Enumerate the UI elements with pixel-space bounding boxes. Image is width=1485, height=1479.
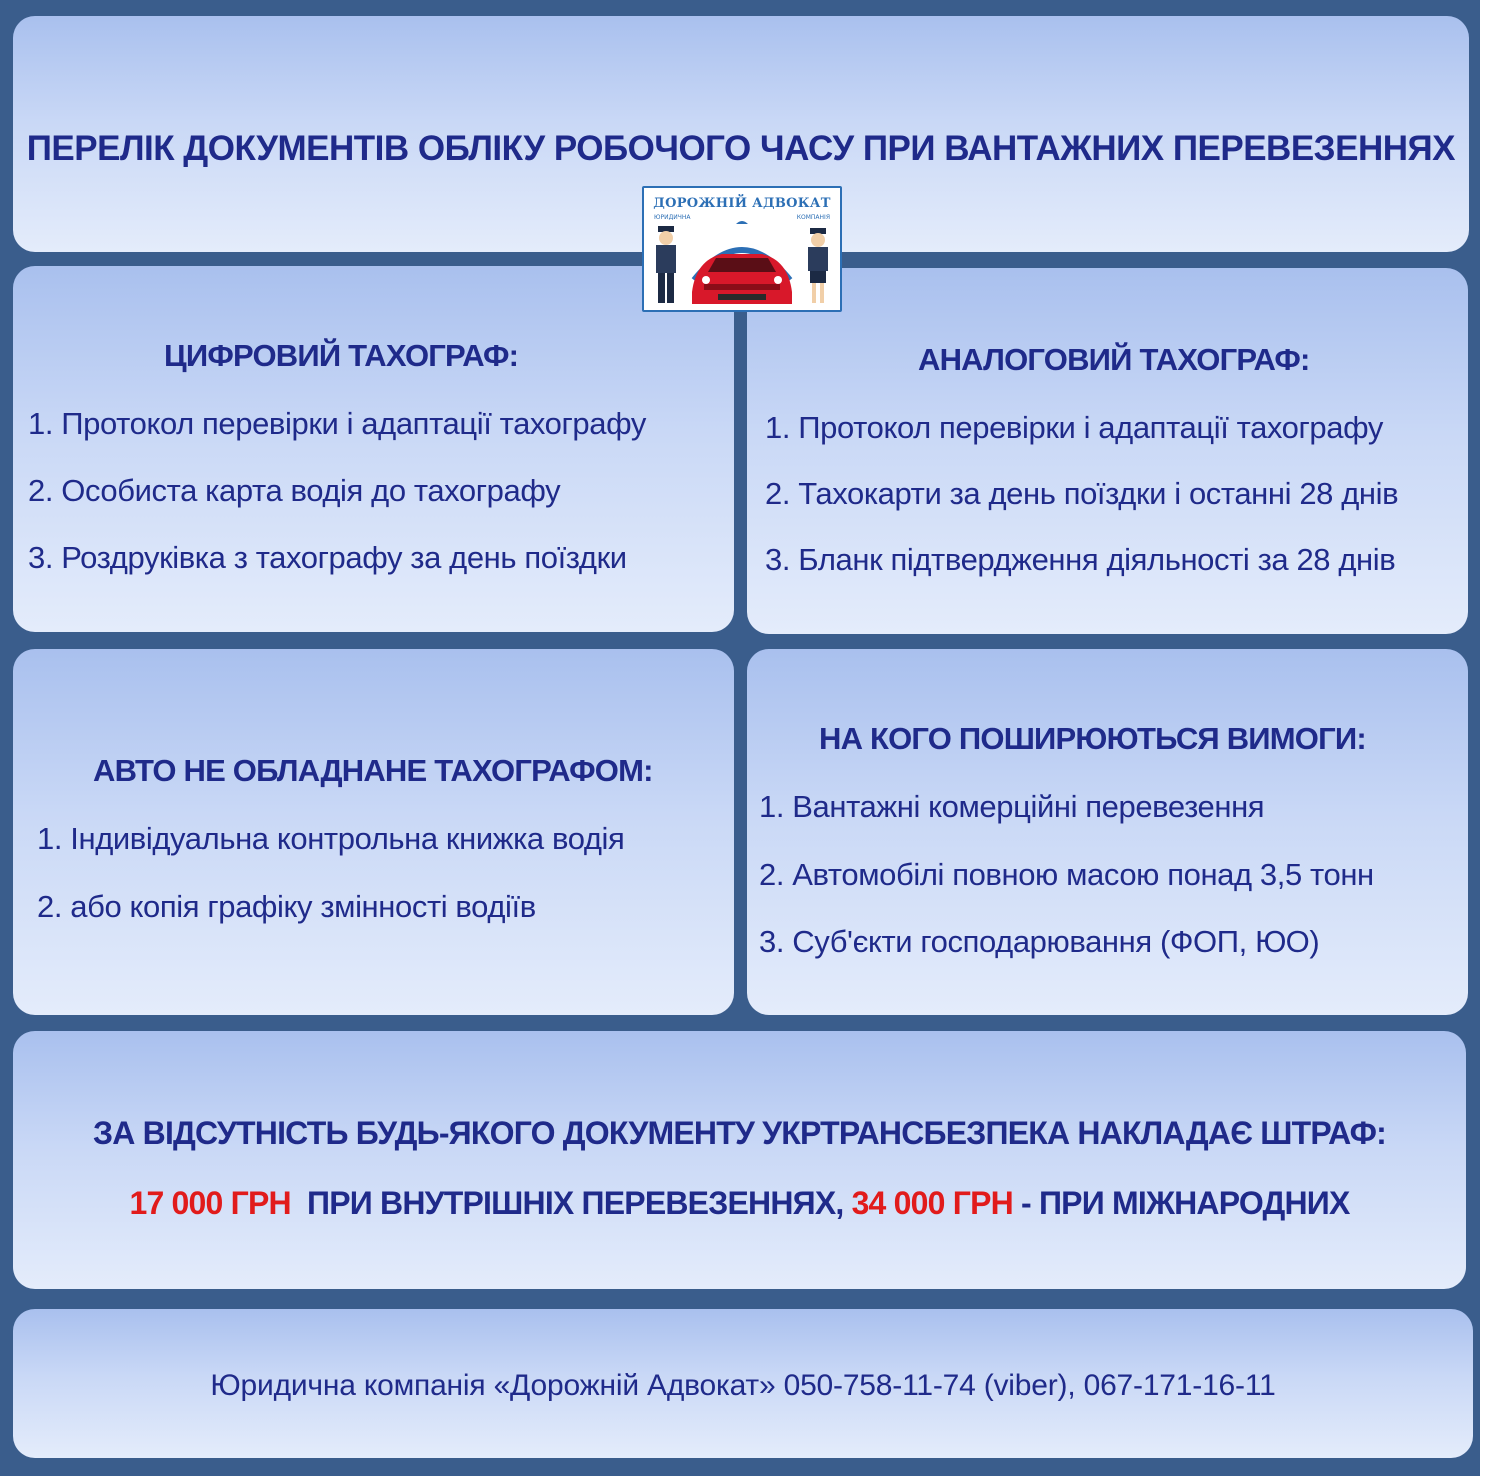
- page-title: ПЕРЕЛІК ДОКУМЕНТІВ ОБЛІКУ РОБОЧОГО ЧАСУ ПРИ ВАНТАЖНИХ ПЕРЕВЕЗЕННЯХ: [26, 129, 1455, 168]
- no-tacho-heading: АВТО НЕ ОБЛАДНАНЕ ТАХОГРАФОМ:: [93, 753, 653, 788]
- fine-domestic-text: ПРИ ВНУТРІШНІХ ПЕРЕВЕЗЕННЯХ,: [290, 1185, 852, 1221]
- no-tacho-item-1: 1. Індивідуальна контрольна книжка водія: [37, 821, 625, 856]
- analog-item-1: 1. Протокол перевірки і адаптації тахографу: [765, 410, 1383, 445]
- fine-line-2: [13, 1185, 1466, 1222]
- logo-title: ДОРОЖНІЙ АДВОКАТ: [653, 196, 831, 211]
- company-logo: [642, 186, 842, 312]
- applies-item-2: 2. Автомобілі повною масою понад 3,5 тонн: [759, 857, 1374, 892]
- logo-right-caption: КОМПАНІЯ: [796, 214, 830, 221]
- fine-amount-domestic: 17 000 ГРН: [129, 1185, 291, 1221]
- no-tacho-item-2: 2. або копія графіку змінності водіїв: [37, 889, 536, 924]
- applies-heading: НА КОГО ПОШИРЮЮТЬСЯ ВИМОГИ:: [819, 721, 1366, 756]
- analog-tachograph-panel: [747, 268, 1468, 634]
- logo-illustration: [644, 220, 840, 312]
- requirements-scope-panel: [747, 649, 1468, 1015]
- digital-item-1: 1. Протокол перевірки і адаптації тахографу: [28, 406, 646, 441]
- no-tachograph-panel: [13, 649, 734, 1015]
- applies-item-1: 1. Вантажні комерційні перевезення: [759, 789, 1265, 824]
- fine-international-text: - ПРИ МІЖНАРОДНИХ: [1012, 1185, 1350, 1221]
- fine-panel: [13, 1031, 1466, 1289]
- digital-item-2: 2. Особиста карта водія до тахографу: [28, 473, 561, 508]
- digital-item-3: 3. Роздруківка з тахографу за день поїздки: [28, 540, 627, 575]
- analog-item-2: 2. Тахокарти за день поїздки і останні 28 днів: [765, 476, 1399, 511]
- analog-item-3: 3. Бланк підтвердження діяльності за 28 днів: [765, 542, 1396, 577]
- digital-heading: ЦИФРОВИЙ ТАХОГРАФ:: [164, 338, 519, 373]
- digital-tachograph-panel: [13, 266, 734, 632]
- fine-line-1: ЗА ВІДСУТНІСТЬ БУДЬ-ЯКОГО ДОКУМЕНТУ УКРТРАНСБЕЗПЕКА НАКЛАДАЄ ШТРАФ:: [93, 1115, 1386, 1151]
- footer-contacts: Юридична компанія «Дорожній Адвокат» 050-758-11-74 (viber), 067-171-16-11: [210, 1369, 1276, 1402]
- footer-panel: [13, 1309, 1473, 1458]
- logo-left-caption: ЮРИДИЧНА: [654, 214, 691, 221]
- analog-heading: АНАЛОГОВИЙ ТАХОГРАФ:: [918, 342, 1310, 377]
- applies-item-3: 3. Суб'єкти господарювання (ФОП, ЮО): [759, 924, 1320, 959]
- fine-amount-international: 34 000 ГРН: [851, 1185, 1013, 1221]
